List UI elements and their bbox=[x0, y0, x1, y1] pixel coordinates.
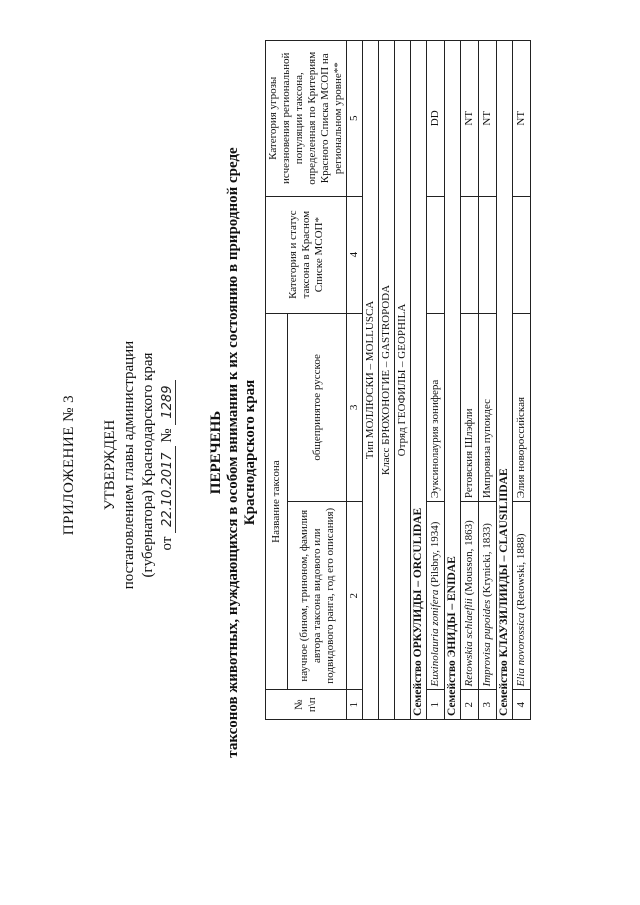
section-class-label: Класс БРЮХОНОГИЕ – GASTROPODA bbox=[379, 41, 395, 720]
scientific-name: Elia novorossica bbox=[515, 612, 527, 687]
number-prefix: № bbox=[159, 428, 175, 443]
family-label: Семейство ЭНИДЫ – ENIDAE bbox=[445, 41, 461, 720]
approved-label: УТВЕРЖДЕН bbox=[102, 419, 118, 511]
approval-line-1: постановлением главы администрации bbox=[121, 340, 137, 590]
column-number: 2 bbox=[347, 502, 363, 690]
handwritten-number: 1289 bbox=[160, 380, 176, 425]
header-row-1 bbox=[266, 41, 288, 720]
column-numbers-row bbox=[347, 41, 363, 720]
row-num: 4 bbox=[513, 690, 531, 720]
handwritten-date: 22.10.2017 bbox=[160, 446, 176, 532]
family-row bbox=[411, 41, 427, 720]
title-line-3: Краснодарского края bbox=[242, 379, 258, 526]
table-row bbox=[479, 41, 497, 720]
row-num: 3 bbox=[479, 690, 497, 720]
column-number: 5 bbox=[347, 41, 363, 197]
col-header-iucn: Категория и статус таксона в Красном Списке МСОП* bbox=[266, 196, 347, 313]
iucn-status bbox=[513, 196, 531, 313]
col-header-regional: Категория угрозы исчезновения региональной популяции таксона, определенная по Критериям Красного Списка МСОП на региональном уровне** bbox=[266, 41, 347, 197]
col-header-russian: общепринятое русское bbox=[288, 313, 347, 501]
column-number: 1 bbox=[347, 690, 363, 720]
section-order-label: Отряд ГЕОФИЛЫ – GEOPHILA bbox=[395, 41, 411, 720]
regional-category: NT bbox=[513, 41, 531, 197]
regional-category: NT bbox=[461, 41, 479, 197]
iucn-status bbox=[427, 196, 445, 313]
iucn-status bbox=[479, 196, 497, 313]
family-label: Семейство ОРКУЛИДЫ – ORCULIDAE bbox=[411, 41, 427, 720]
approval-block bbox=[60, 300, 177, 630]
scientific-author: (Pilsbry, 1934) bbox=[429, 521, 441, 587]
russian-name: Элия новороссийская bbox=[513, 313, 531, 501]
russian-name: Импровиза пупоидес bbox=[479, 313, 497, 501]
row-num: 2 bbox=[461, 690, 479, 720]
regional-category: DD bbox=[427, 41, 445, 197]
russian-name: Эуксинолаурия зонифера bbox=[427, 313, 445, 501]
approval-date-line bbox=[158, 380, 177, 551]
scientific-author: (Retowski, 1888) bbox=[515, 533, 527, 610]
date-prefix: от bbox=[159, 536, 175, 551]
col-header-scientific: научное (бином, триноном, фамилия автора таксона видового или подвидового ранга, год его описания) bbox=[288, 502, 347, 690]
russian-name: Ретовския Шлэфли bbox=[461, 313, 479, 501]
scientific-name: Retowskia schlaeflii bbox=[463, 598, 475, 687]
col-header-num: № п\п bbox=[266, 690, 347, 720]
scientific-name-cell bbox=[461, 502, 479, 690]
scientific-name: Improvisa pupoides bbox=[481, 599, 493, 687]
table-row bbox=[427, 41, 445, 720]
scientific-name-cell bbox=[479, 502, 497, 690]
section-row-class bbox=[379, 41, 395, 720]
scientific-author: (Mousson, 1863) bbox=[463, 520, 475, 596]
scientific-name-cell bbox=[427, 502, 445, 690]
row-num: 1 bbox=[427, 690, 445, 720]
section-row-order bbox=[395, 41, 411, 720]
family-label: Семейство КЛАУЗИЛИИДЫ – CLAUSILIIDAE bbox=[497, 41, 513, 720]
iucn-status bbox=[461, 196, 479, 313]
section-row-type bbox=[363, 41, 379, 720]
title-line-1: ПЕРЕЧЕНЬ bbox=[208, 410, 224, 495]
taxa-table bbox=[265, 40, 531, 720]
section-type-label: Тип МОЛЛЮСКИ – MOLLUSCA bbox=[363, 41, 379, 720]
col-header-taxon-name: Название таксона bbox=[266, 313, 288, 690]
column-number: 3 bbox=[347, 313, 363, 501]
column-number: 4 bbox=[347, 196, 363, 313]
appendix-label: ПРИЛОЖЕНИЕ № 3 bbox=[61, 394, 77, 536]
approval-line-2: (губернатора) Краснодарского края bbox=[140, 352, 156, 578]
table-row bbox=[461, 41, 479, 720]
family-row bbox=[497, 41, 513, 720]
scientific-name-cell bbox=[513, 502, 531, 690]
scientific-author: (Krynicki, 1833) bbox=[481, 523, 493, 598]
title-line-2: таксонов животных, нуждающихся в особом внимании к их состоянию в природной среде bbox=[225, 147, 241, 758]
scientific-name: Euxinolauria zonifera bbox=[429, 589, 441, 687]
table-row bbox=[513, 41, 531, 720]
document-title bbox=[208, 60, 259, 845]
regional-category: NT bbox=[479, 41, 497, 197]
family-row bbox=[445, 41, 461, 720]
